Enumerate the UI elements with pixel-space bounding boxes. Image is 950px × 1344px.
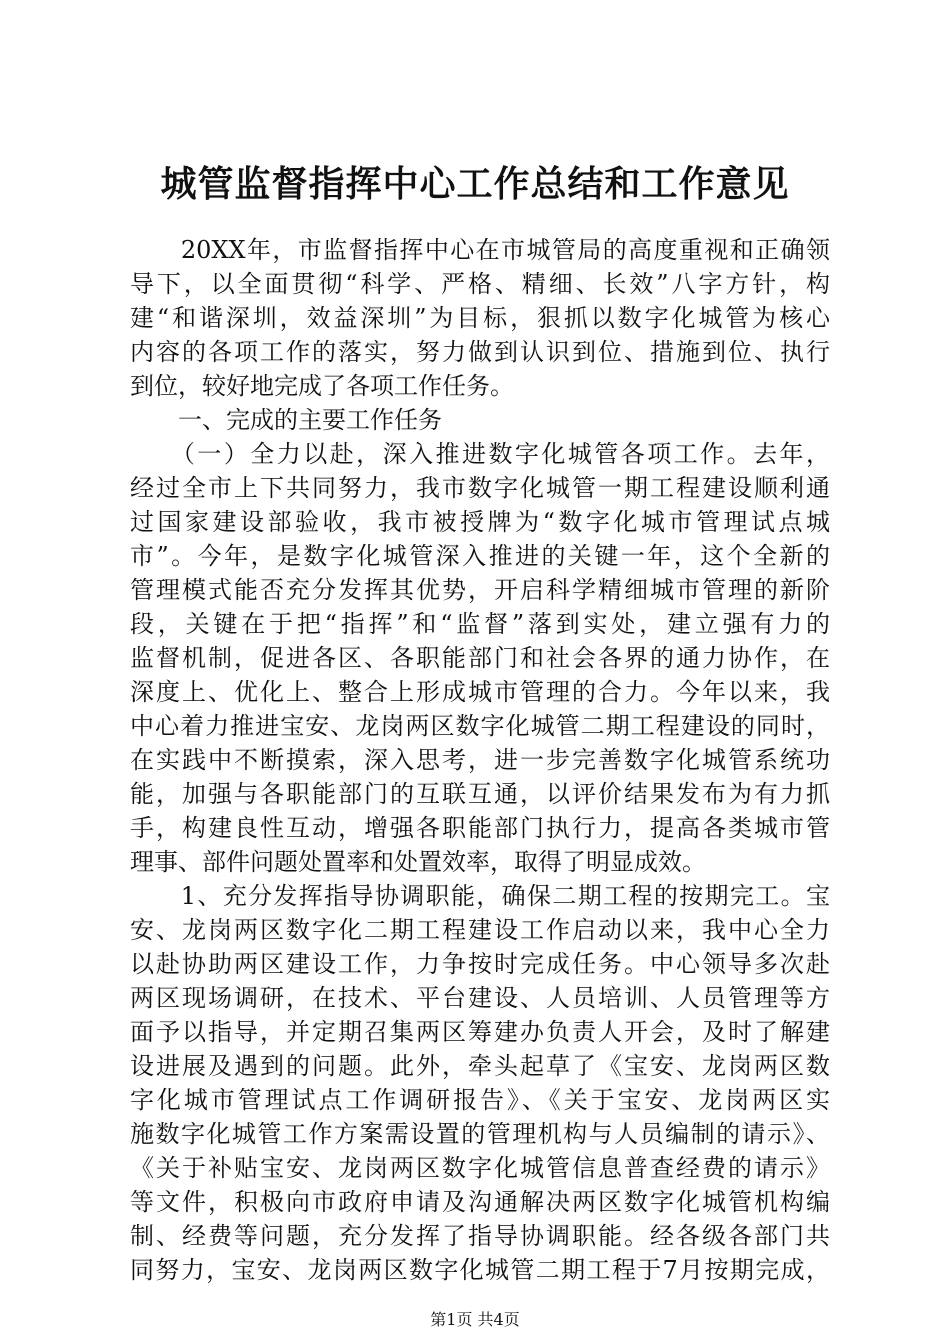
body-line: 等文件，积极向市政府申请及沟通解决两区数字化城管机构编: [130, 1188, 830, 1216]
body-line: 理事、部件问题处置率和处置效率，取得了明显成效。: [130, 848, 706, 876]
body-line: 能，加强与各职能部门的互联互通，以评价结果发布为有力抓: [130, 780, 830, 808]
body-line: 面予以指导，并定期召集两区筹建办负责人开会，及时了解建: [130, 1018, 830, 1046]
body-line: 导下，以全面贯彻“科学、严格、精细、长效”八字方针，构: [130, 270, 830, 298]
body-line: 经过全市上下共同努力，我市数字化城管一期工程建设顺利通: [130, 474, 830, 502]
body-line: 20XX年，市监督指挥中心在市城管局的高度重视和正确领: [130, 236, 830, 264]
section-heading: 一、完成的主要工作任务: [130, 406, 442, 434]
body-line: 在实践中不断摸索，深入思考，进一步完善数字化城管系统功: [130, 746, 830, 774]
body-line: 深度上、优化上、整合上形成城市管理的合力。今年以来，我: [130, 678, 830, 706]
body-line: 段，关键在于把“指挥”和“监督”落到实处，建立强有力的: [130, 610, 830, 638]
body-line: 1、充分发挥指导协调职能，确保二期工程的按期完工。宝: [130, 882, 830, 910]
body-line: 《关于补贴宝安、龙岗两区数字化城管信息普查经费的请示》: [130, 1154, 830, 1182]
body-line: 中心着力推进宝安、龙岗两区数字化城管二期工程建设的同时，: [130, 712, 830, 740]
page-footer: 第1页 共4页: [430, 1310, 520, 1329]
body-line: 设进展及遇到的问题。此外，牵头起草了《宝安、龙岗两区数: [130, 1052, 830, 1080]
body-line: 手，构建良性互动，增强各职能部门执行力，提高各类城市管: [130, 814, 830, 842]
document-title: 城管监督指挥中心工作总结和工作意见: [160, 163, 790, 205]
body-line: 同努力，宝安、龙岗两区数字化城管二期工程于7月按期完成，: [130, 1256, 830, 1284]
body-line: 管理模式能否充分发挥其优势，开启科学精细城市管理的新阶: [130, 576, 830, 604]
body-line: （一）全力以赴，深入推进数字化城管各项工作。去年，: [130, 440, 830, 468]
body-line: 过国家建设部验收，我市被授牌为“数字化城市管理试点城: [130, 508, 830, 536]
body-line: 内容的各项工作的落实，努力做到认识到位、措施到位、执行: [130, 338, 830, 366]
body-line: 两区现场调研，在技术、平台建设、人员培训、人员管理等方: [130, 984, 830, 1012]
body-line: 安、龙岗两区数字化二期工程建设工作启动以来，我中心全力: [130, 916, 830, 944]
body-line: 施数字化城管工作方案需设置的管理机构与人员编制的请示》、: [130, 1120, 830, 1148]
body-line: 字化城市管理试点工作调研报告》、《关于宝安、龙岗两区实: [130, 1086, 830, 1114]
body-line: 监督机制，促进各区、各职能部门和社会各界的通力协作，在: [130, 644, 830, 672]
body-line: 到位，较好地完成了各项工作任务。: [130, 372, 514, 400]
body-line: 制、经费等问题，充分发挥了指导协调职能。经各级各部门共: [130, 1222, 830, 1250]
body-line: 以赴协助两区建设工作，力争按时完成任务。中心领导多次赴: [130, 950, 830, 978]
body-line: 建“和谐深圳，效益深圳”为目标，狠抓以数字化城管为核心: [130, 304, 830, 332]
body-line: 市”。今年，是数字化城管深入推进的关键一年，这个全新的: [130, 542, 830, 570]
